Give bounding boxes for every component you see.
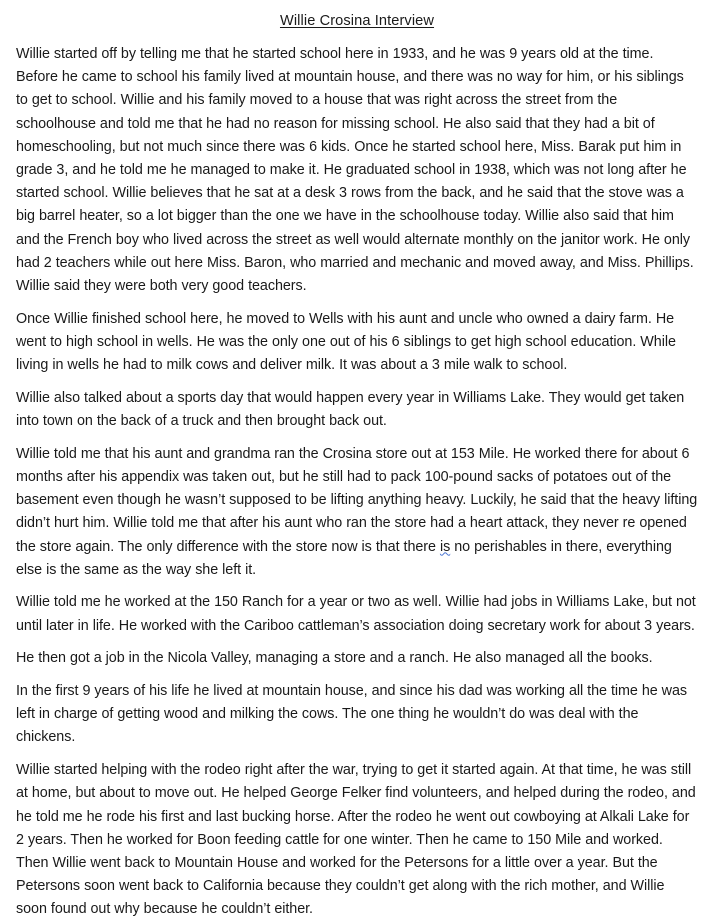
paragraph-7: In the first 9 years of his life he lived at mountain house, and since his dad was working all the time he was left in charge of getting wood and milking the cows. The one thing he wouldn’t do was deal with the chickens.: [16, 683, 688, 746]
paragraph-6: He then got a job in the Nicola Valley, managing a store and a ranch. He also managed all the books.: [16, 650, 653, 667]
paragraph-2: Once Willie finished school here, he moved to Wells with his aunt and uncle who owned a dairy farm. He went to high school in wells. He was the only one out of his 6 siblings to get high school education. While living in wells he had to milk cows and deliver milk. It was about a 3 mile walk to school.: [16, 310, 676, 374]
paragraph-1: Willie started off by telling me that he started school here in 1933, and he was 9 years old at the time. Before he came to school his family lived at mountain house, and there was no way for him, or his siblings to get to school. Willie and his family moved to a house that was right across the street from the schoolhouse and told me that he had no reason for missing school. He also said that they had a bit of homeschooling, but not much since there was 6 kids. Once he started school here, Miss. Barak put him in grade 3, and he told me he managed to make it. He graduated school in 1938, which was not long after he started school. Willie believes that he sat at a desk 3 rows from the back, and he said that the stove was a big barrel heater, so a lot bigger than the one we have in the schoolhouse today. Willie also said that him and the French boy who lived across the street as well would alternate monthly on the janitor work. He only had 2 teachers while out here Miss. Baron, who married and mechanic and moved away, and Miss. Phillips. Willie said they were both very good teachers.: [16, 46, 694, 295]
page-title: [16, 10, 698, 32]
document-body: [16, 43, 698, 922]
paragraph-8: Willie started helping with the rodeo right after the war, trying to get it started again. At that time, he was still at home, but about to move out. He helped George Felker find volunteers, and helped during the rodeo, and he told me he rode his first and last bucking horse. After the rodeo he went out cowboying at Alkali Lake for 2 years. Then he worked for Boon feeding cattle for one winter. Then he came to 150 Mile and worked. Then Willie went back to Mountain House and worked for the Petersons for a little over a year. But the Petersons soon went back to California because they couldn’t get along with the rich mother, and Willie soon found out why because he couldn’t either.: [16, 762, 696, 918]
page-title-text: Willie Crosina Interview: [279, 13, 435, 29]
paragraph-4: Willie told me that his aunt and grandma ran the Crosina store out at 153 Mile. He worked there for about 6 months after his appendix was taken out, but he still had to pack 100-pound sacks of potatoes out of the basement even though he wasn’t supposed to be lifting anything heavy. Luckily, he said that the heavy lifting didn’t hurt him. Willie told me that after his aunt who ran the store had a heart attack, they never re opened the store again. The only difference with the store now is that there is no perishables in there, everything else is the same as the way she left it.: [16, 445, 698, 578]
paragraph-5: Willie told me he worked at the 150 Ranch for a year or two as well. Willie had jobs in Williams Lake, but not until later in life. He worked with the Cariboo cattleman’s association doing secretary work for about 3 years.: [16, 594, 696, 634]
paragraph-3: Willie also talked about a sports day that would happen every year in Williams Lake. They would get taken into town on the back of a truck and then brought back out.: [16, 389, 685, 430]
grammar-error-word[interactable]: is: [439, 538, 451, 555]
